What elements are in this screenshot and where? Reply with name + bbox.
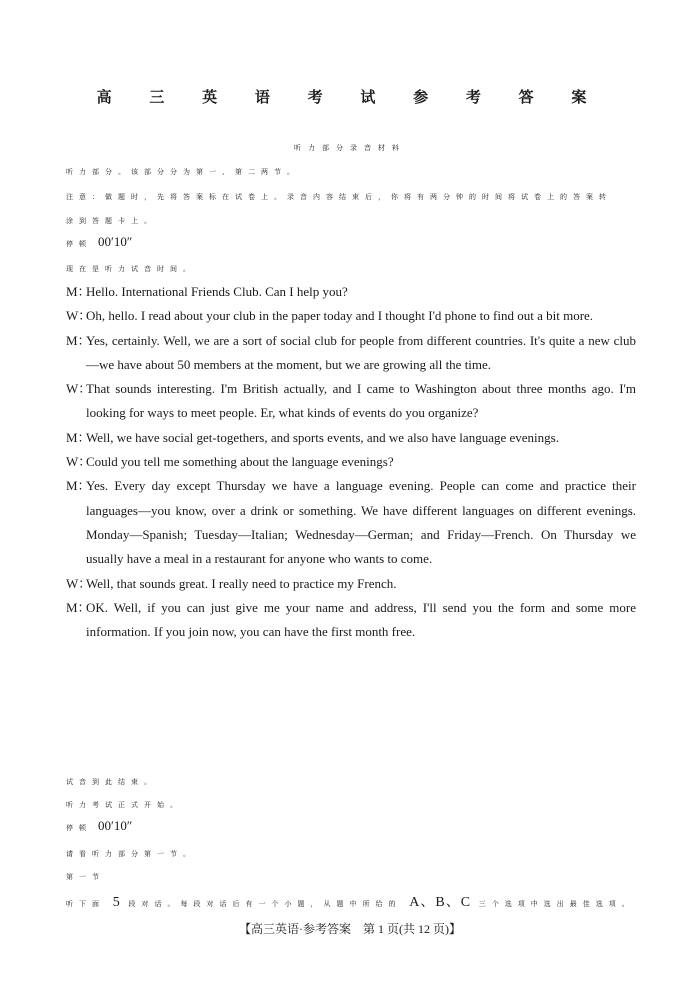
dialog-text: OK. Well, if you can just give me your name and address, I'll send you the form and some more information. If you join now, you can have the first month free.: [86, 599, 636, 640]
dialog-line: [66, 426, 636, 450]
speaker-label: M：: [66, 478, 91, 494]
pause-time: 00′10″: [98, 818, 133, 833]
instruction-line: 注意：做题时，先将答案标在试卷上。录音内容结束后，你将有两分钟的时间将试卷上的答案转: [66, 193, 612, 201]
dialog-line: [66, 280, 636, 304]
speaker-label: W：: [66, 308, 92, 324]
instruction-text: 听下面: [66, 900, 105, 908]
speaker-label: W：: [66, 454, 92, 470]
dialog-text: Hello. International Friends Club. Can I help you?: [86, 284, 348, 299]
pause-line: [66, 818, 132, 834]
pause-label: 停顿: [66, 240, 92, 248]
dialog-text: Well, we have social get-togethers, and sports events, and we also have language evenings.: [86, 429, 559, 445]
instruction-line: 听力部分。该部分分为第一、第二两节。: [66, 168, 300, 176]
dialog-line: [66, 377, 636, 426]
speaker-label: W：: [66, 575, 92, 591]
page-footer: 【高三英语·参考答案 第 1 页(共 12 页)】: [239, 922, 461, 936]
speaker-label: M：: [66, 284, 91, 299]
speaker-label: M：: [66, 599, 91, 615]
speaker-label: M：: [66, 332, 91, 348]
speaker-label: M：: [66, 429, 91, 445]
dialog-text: Yes. Every day except Thursday we have a language evening. People can come and practice their languages—you know, over a drink or something. We have different languages on different evenings. Monday—Spanish; Tuesday—Italian; Wednesday—German; and Friday—French. On Thursday we usually have a meal in a restaurant for anyone who wants to come.: [86, 478, 636, 567]
dialog-line: [66, 304, 636, 328]
dialog-line: [66, 450, 636, 474]
dialog-transcript: [66, 280, 636, 644]
dialog-line: [66, 474, 636, 571]
dialog-text: Could you tell me something about the language evenings?: [86, 454, 394, 470]
dialog-line: [66, 329, 636, 378]
speaker-label: W：: [66, 381, 92, 397]
instruction-line: 涂到答题卡上。: [66, 217, 157, 225]
instruction-line: [66, 891, 635, 911]
instruction-text: 段对话。每段对话后有一个小题，从题中所给的: [128, 900, 402, 908]
dialog-text: Well, that sounds great. I really need to practice my French.: [86, 575, 397, 591]
dialog-line: [66, 572, 636, 596]
instruction-text: 三个选项中选出最佳选项。: [478, 900, 635, 908]
instruction-line: 听力考试正式开始。: [66, 801, 183, 809]
instruction-line: 请看听力部分第一节。: [66, 850, 196, 858]
page-title: 高 三 英 语 考 试 参 考 答 案: [96, 90, 604, 106]
dialog-text: Yes, certainly. Well, we are a sort of social club for people from different countries. It's quite a new club—we have about 50 members at the moment, but we are growing all the time.: [86, 332, 636, 372]
dialog-count: 5: [112, 895, 121, 910]
options-label: A、B、C: [409, 895, 472, 910]
section-heading: 第一节: [66, 873, 105, 881]
pause-label: 停顿: [66, 824, 92, 832]
instruction-line: 现在是听力试音时间。: [66, 265, 196, 273]
dialog-line: [66, 596, 636, 645]
pause-time: 00′10″: [98, 234, 133, 249]
section-subtitle: 听力部分录音材料: [294, 144, 406, 152]
dialog-text: Oh, hello. I read about your club in the paper today and I thought I'd phone to find out a bit more.: [86, 308, 594, 324]
dialog-text: That sounds interesting. I'm British actually, and I came to Washington about three months ago. I'm looking for ways to meet people. Er, what kinds of events do you organize?: [86, 381, 636, 421]
instruction-line: 试音到此结束。: [66, 778, 157, 786]
pause-line: [66, 234, 132, 250]
